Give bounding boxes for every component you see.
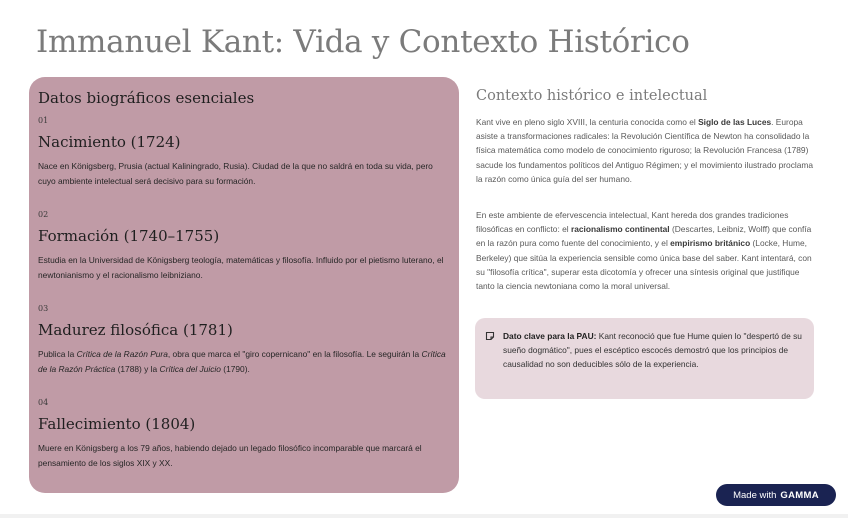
entry-text: Nace en Königsberg, Prusia (actual Kaliningrado, Rusia). Ciudad de la que no saldrá en toda su vida, pero cuyo ambiente intelectual será decisivo para su formación.: [38, 161, 433, 186]
context-paragraph-1: Kant vive en pleno siglo XVIII, la centuria conocida como el Siglo de las Luces. Europa asiste a transformaciones radicales: la Revolución Científica de Newton ha consolidado la física matemática como modelo de conocimiento riguroso; la Revolución Francesa (1789) sacude los fundamentos políticos del Antiguo Régimen; y el movimiento ilustrado proclama la razón como única guía del ser humano.: [476, 117, 814, 184]
note-icon: [485, 331, 495, 341]
entry-text: Muere en Königsberg a los 79 años, habiendo dejado un legado filosófico incomparable que marcará el pensamiento de los siglos XIX y XX.: [38, 443, 422, 468]
entry-number: 03: [38, 304, 49, 313]
entry-number: 02: [38, 210, 49, 219]
made-with-gamma-badge[interactable]: [716, 484, 836, 506]
biography-heading: Datos biográficos esenciales: [38, 89, 255, 107]
timeline-entry-education: [38, 210, 449, 282]
page-title: Immanuel Kant: Vida y Contexto Histórico: [36, 24, 690, 60]
entry-title: Madurez filosófica (1781): [38, 321, 233, 339]
entry-text: Estudia en la Universidad de Königsberg teología, matemáticas y filosofía. Influido por el pietismo luterano, el newtonianismo y el racionalismo leibniziano.: [38, 255, 444, 280]
entry-title: Fallecimiento (1804): [38, 415, 196, 433]
entry-text: Publica la Crítica de la Razón Pura, obra que marca el "giro copernicano" en la filosofía. Le seguirán la Crítica de la Razón Práctica (1788) y la Crítica del Juicio (1790).: [38, 349, 446, 374]
biography-card: [29, 77, 459, 493]
entry-number: 04: [38, 398, 49, 407]
entry-number: 01: [38, 116, 49, 125]
timeline-entry-birth: [38, 116, 449, 188]
context-paragraph-2: En este ambiente de efervescencia intelectual, Kant hereda dos grandes tradiciones filosóficas en conflicto: el racionalismo continental (Descartes, Leibniz, Wolff) que confía en la razón pura como fuente del conocimiento, y el empirismo británico (Locke, Hume, Berkeley) que sitúa la experiencia sensible como única base del saber. Kant intentará, con su "filosofía crítica", superar esta dicotomía y ofrecer una síntesis original que justifique tanto la ciencia newtoniana como la moral universal.: [476, 210, 812, 292]
timeline-entry-death: [38, 398, 449, 470]
timeline-entry-maturity: [38, 304, 449, 376]
context-heading: Contexto histórico e intelectual: [476, 88, 708, 104]
footer-divider: [0, 514, 848, 518]
entry-title: Formación (1740–1755): [38, 227, 220, 245]
key-fact-text: Dato clave para la PAU: Kant reconoció que fue Hume quien lo "despertó de su sueño dogmático", pues el escéptico escocés demostró que los principios de causalidad no son deducibles sólo de la experiencia.: [503, 331, 802, 370]
gamma-logo: GAMMA: [780, 489, 819, 501]
key-fact-callout: [475, 318, 814, 399]
badge-prefix: Made with: [733, 489, 777, 501]
entry-title: Nacimiento (1724): [38, 133, 181, 151]
